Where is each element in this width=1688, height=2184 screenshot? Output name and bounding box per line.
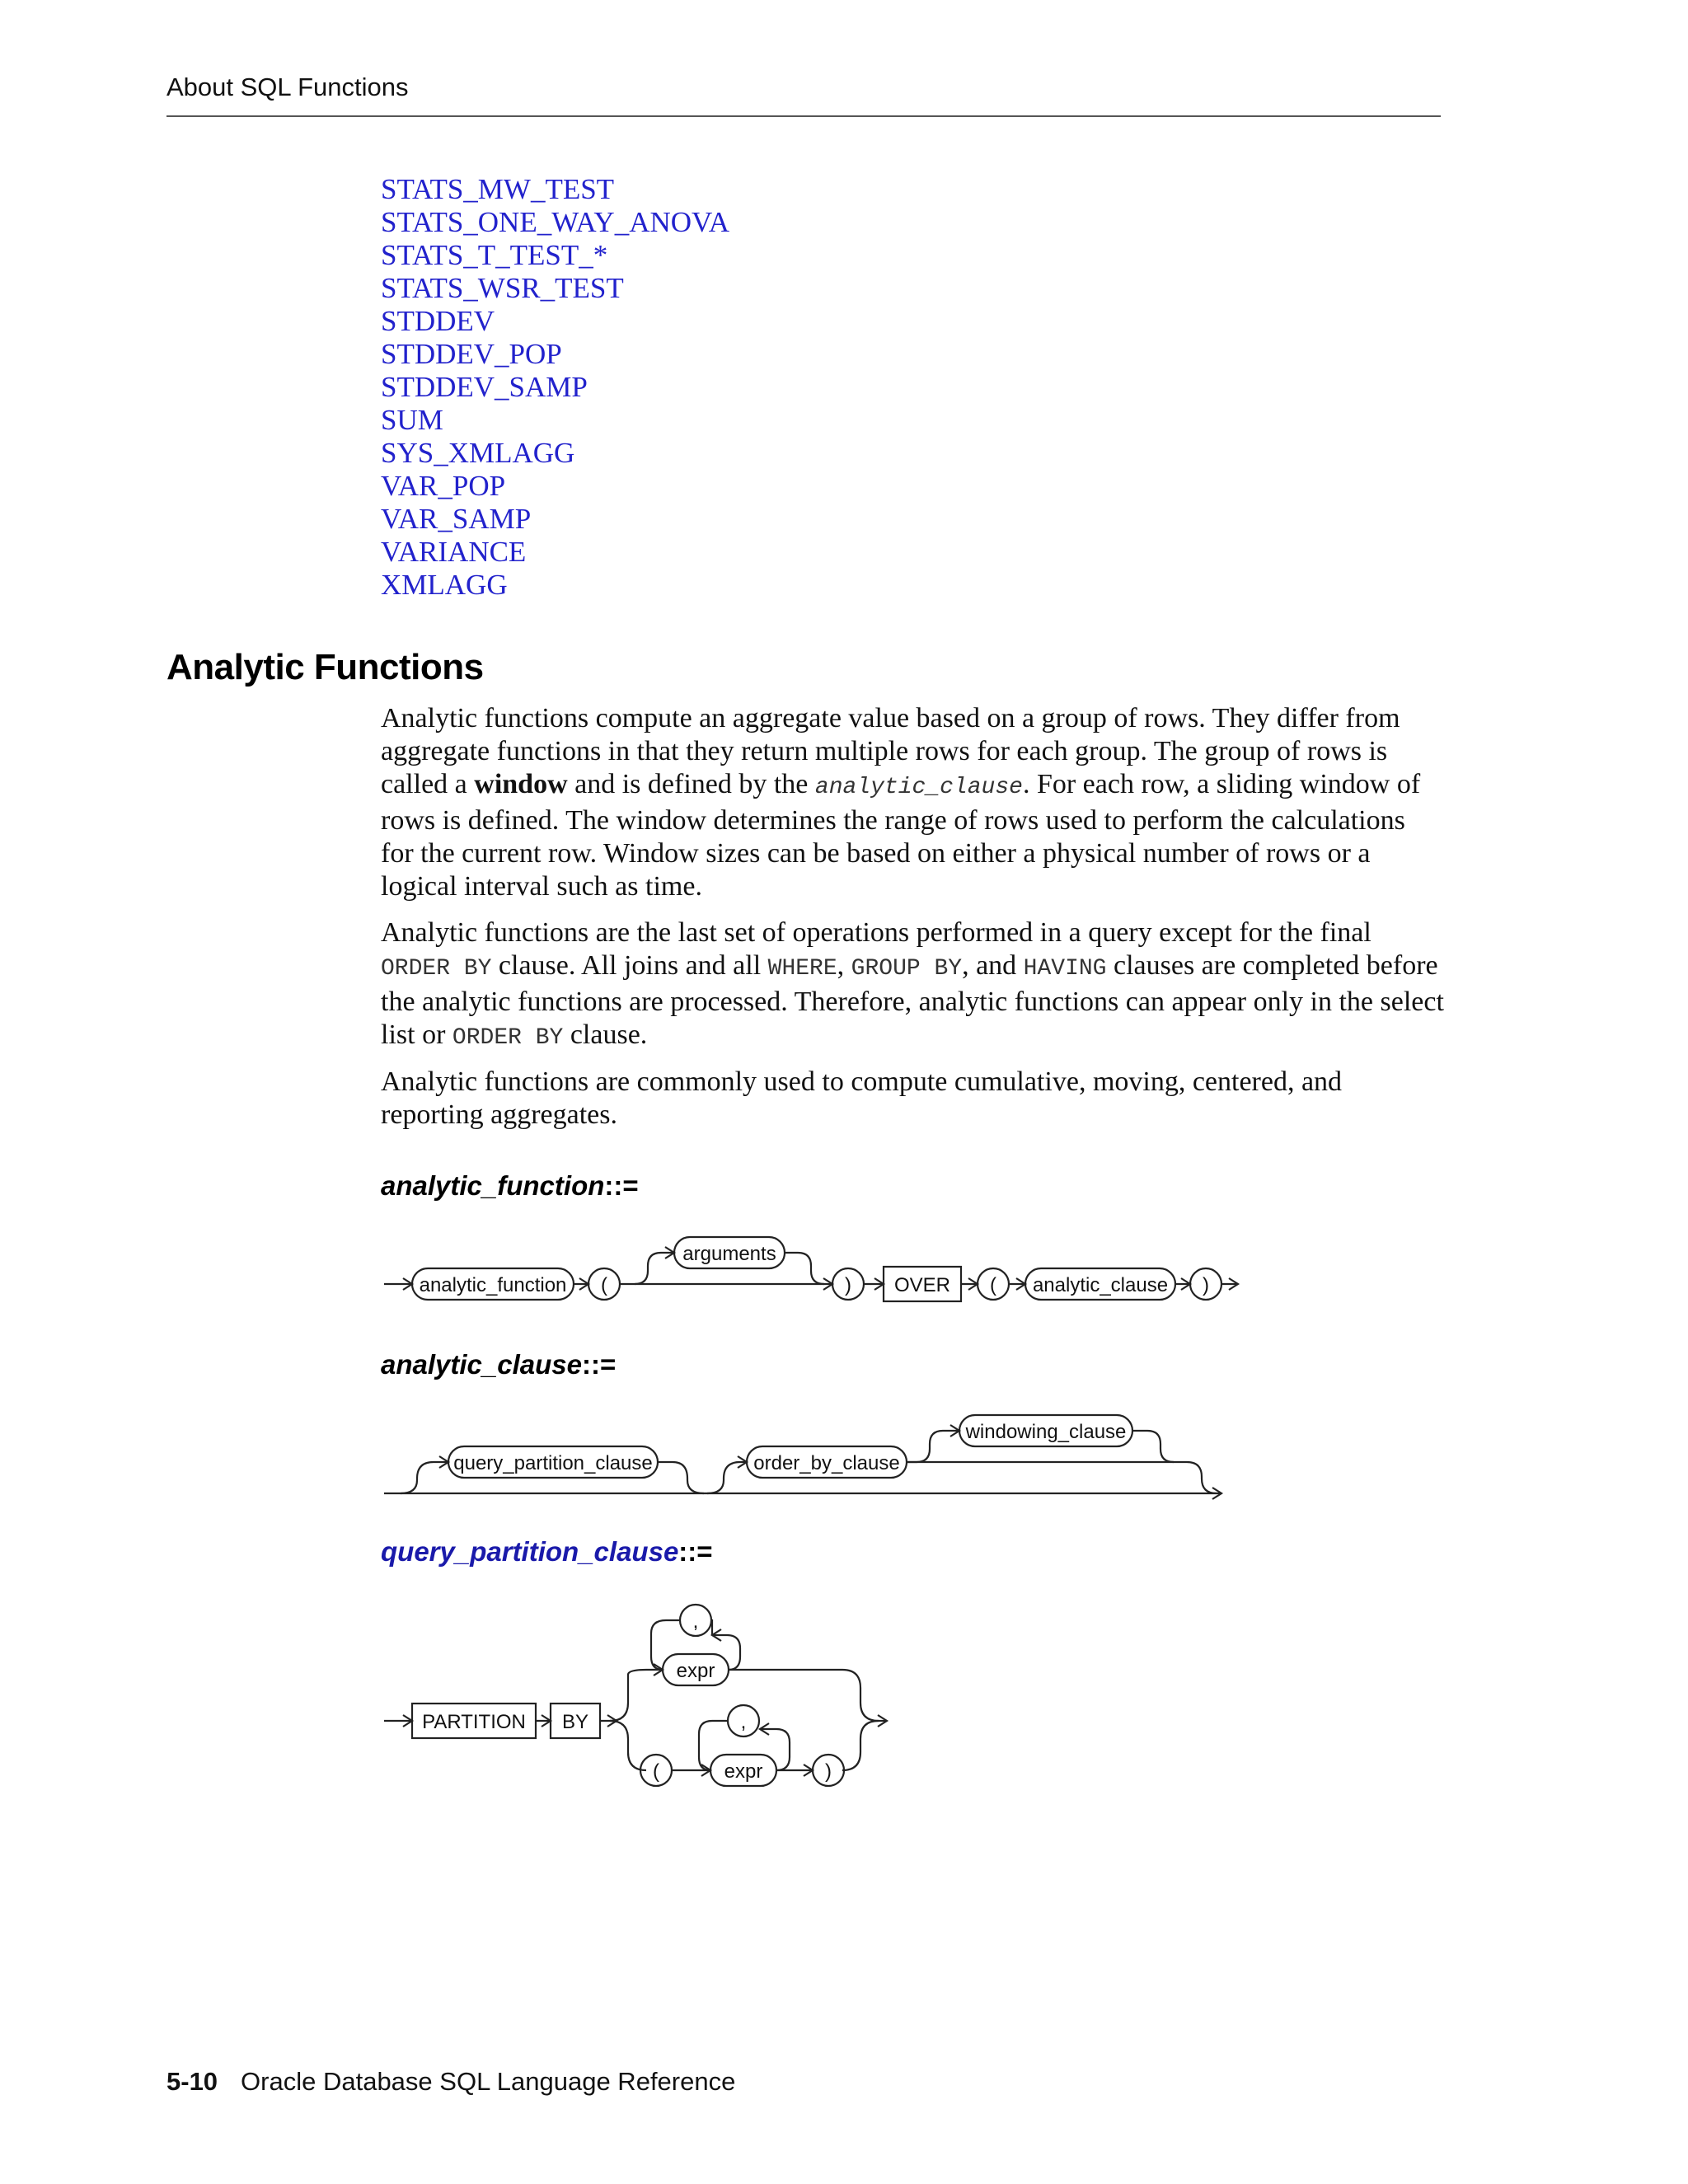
diagram-suffix: ::= xyxy=(678,1536,713,1567)
function-link[interactable]: STATS_MW_TEST xyxy=(381,173,615,205)
list-item xyxy=(381,470,729,503)
list-item xyxy=(381,338,729,371)
function-link[interactable]: SYS_XMLAGG xyxy=(381,437,575,469)
function-link[interactable]: STATS_ONE_WAY_ANOVA xyxy=(381,206,730,238)
nonterminal-expr: expr xyxy=(724,1760,763,1783)
bold-term: window xyxy=(474,769,568,799)
function-link-list xyxy=(381,173,729,602)
diagram-name: analytic_clause xyxy=(381,1349,582,1380)
nonterminal-expr: expr xyxy=(676,1660,715,1682)
list-item xyxy=(381,437,729,470)
text-run: , xyxy=(837,950,851,981)
function-link[interactable]: STATS_WSR_TEST xyxy=(381,272,624,304)
list-item xyxy=(381,272,729,305)
text-run: , and xyxy=(962,950,1024,981)
page-footer xyxy=(166,2067,735,2097)
keyword-partition: PARTITION xyxy=(422,1711,526,1733)
code-term: GROUP BY xyxy=(851,956,963,982)
function-link[interactable]: STDDEV_POP xyxy=(381,338,562,370)
terminal-rparen: ) xyxy=(845,1274,851,1296)
list-item xyxy=(381,503,729,536)
function-link[interactable]: VAR_POP xyxy=(381,470,506,502)
nonterminal-order-by-clause: order_by_clause xyxy=(753,1452,900,1474)
function-link[interactable]: XMLAGG xyxy=(381,569,508,601)
list-item xyxy=(381,569,729,602)
terminal-lparen: ( xyxy=(601,1274,607,1296)
terminal-comma: , xyxy=(692,1610,699,1633)
function-link[interactable]: SUM xyxy=(381,404,443,436)
list-item xyxy=(381,404,729,437)
function-link[interactable]: STDDEV xyxy=(381,305,495,337)
text-run: . For each row, a sliding window of rows is defined. The window determines the range of rows used to perform the calculations for the current row. Window sizes can be based on either a physical number of rows or a logical interval such as time. xyxy=(381,769,1421,902)
book-title: Oracle Database SQL Language Reference xyxy=(241,2067,736,2096)
list-item xyxy=(381,239,729,272)
diagram-title-query-partition-clause[interactable] xyxy=(381,1536,713,1568)
diagram-name-link[interactable]: query_partition_clause xyxy=(381,1536,679,1567)
code-term: WHERE xyxy=(767,956,837,982)
page-number: 5-10 xyxy=(166,2067,218,2096)
diagram-title-analytic-function xyxy=(381,1170,639,1202)
function-link[interactable]: VAR_SAMP xyxy=(381,503,532,535)
railroad-analytic-function xyxy=(0,1220,1688,1335)
terminal-lparen: ( xyxy=(990,1274,996,1296)
list-item xyxy=(381,206,729,239)
text-run: and is defined by the xyxy=(567,769,815,799)
header-rule xyxy=(166,115,1441,117)
function-link[interactable]: STATS_T_TEST_* xyxy=(381,239,608,271)
nonterminal-windowing-clause: windowing_clause xyxy=(965,1421,1127,1443)
code-term: analytic_clause xyxy=(814,775,1023,800)
terminal-lparen: ( xyxy=(653,1760,659,1783)
nonterminal-analytic-function: analytic_function xyxy=(419,1274,567,1296)
terminal-rparen: ) xyxy=(1203,1274,1209,1296)
paragraph-ordering xyxy=(381,916,1444,1055)
nonterminal-query-partition-clause: query_partition_clause xyxy=(453,1452,653,1474)
keyword-by: BY xyxy=(561,1711,589,1733)
running-header: About SQL Functions xyxy=(166,73,409,101)
function-link[interactable]: VARIANCE xyxy=(381,536,527,568)
list-item xyxy=(381,173,729,206)
terminal-rparen: ) xyxy=(825,1760,832,1783)
code-term: ORDER BY xyxy=(381,956,492,982)
section-heading: Analytic Functions xyxy=(166,647,484,687)
diagram-title-analytic-clause xyxy=(381,1349,616,1380)
list-item xyxy=(381,305,729,338)
code-term: ORDER BY xyxy=(452,1025,564,1051)
nonterminal-analytic-clause: analytic_clause xyxy=(1032,1274,1169,1296)
diagram-suffix: ::= xyxy=(604,1170,639,1201)
text-run: clauses are completed before the analytic functions are processed. Therefore, analytic functions can appear only in the select list or xyxy=(381,950,1444,1050)
code-term: HAVING xyxy=(1023,956,1107,982)
paragraph-intro xyxy=(381,702,1444,903)
text-run: Analytic functions compute an aggregate value based on a group of rows. They differ from aggregate functions in that they return multiple rows for each group. The group of rows is called a xyxy=(381,703,1400,799)
keyword-over: OVER xyxy=(893,1274,951,1296)
railroad-query-partition-clause xyxy=(0,1591,1688,1805)
paragraph-usage: Analytic functions are commonly used to compute cumulative, moving, centered, and reporting aggregates. xyxy=(381,1066,1343,1130)
railroad-analytic-clause xyxy=(0,1393,1688,1500)
text-run: clause. xyxy=(563,1019,648,1050)
terminal-comma: , xyxy=(740,1711,747,1733)
diagram-suffix: ::= xyxy=(582,1349,617,1380)
list-item xyxy=(381,371,729,404)
text-run: clause. All joins and all xyxy=(491,950,768,981)
text-run: Analytic functions are the last set of operations performed in a query except for the final xyxy=(381,917,1372,948)
function-link[interactable]: STDDEV_SAMP xyxy=(381,371,588,403)
list-item xyxy=(381,536,729,569)
diagram-name: analytic_function xyxy=(381,1170,605,1201)
nonterminal-arguments: arguments xyxy=(682,1243,776,1265)
